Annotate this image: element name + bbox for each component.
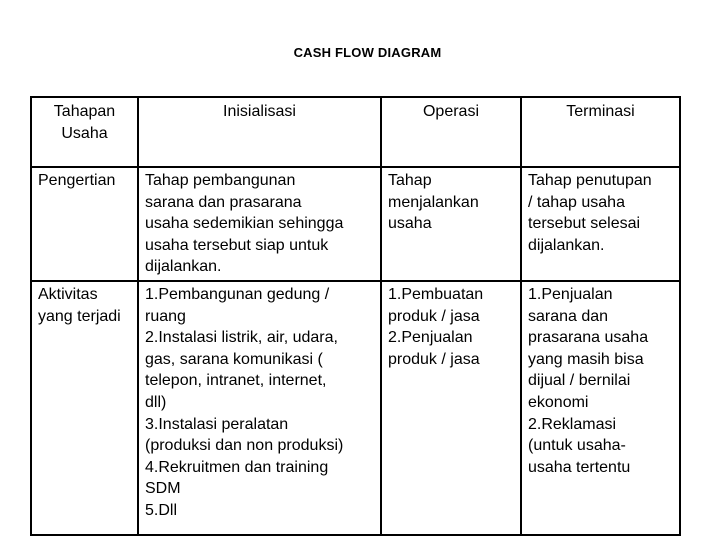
cell-pengertian-inisialisasi: Tahap pembangunan sarana dan prasarana usaha sedemikian sehingga usaha tersebut siap untuk dijalankan. bbox=[138, 167, 381, 281]
row-label-aktivitas: Aktivitas yang terjadi bbox=[31, 281, 138, 535]
cell-aktivitas-inisialisasi: 1.Pembangunan gedung / ruang 2.Instalasi listrik, air, udara, gas, sarana komunikasi ( telepon, intranet, internet, dll) 3.Instalasi peralatan (produksi dan non produksi) 4.Rekruitmen dan training SDM 5.Dll bbox=[138, 281, 381, 535]
header-row bbox=[31, 97, 680, 167]
table-row-pengertian bbox=[31, 167, 680, 281]
table-row-aktivitas bbox=[31, 281, 680, 535]
cell-aktivitas-operasi: 1.Pembuatan produk / jasa 2.Penjualan produk / jasa bbox=[381, 281, 521, 535]
header-operasi: Operasi bbox=[381, 97, 521, 167]
header-tahapan-usaha: Tahapan Usaha bbox=[31, 97, 138, 167]
page-title: CASH FLOW DIAGRAM bbox=[293, 45, 442, 60]
cell-aktivitas-terminasi: 1.Penjualan sarana dan prasarana usaha yang masih bisa dijual / bernilai ekonomi 2.Reklamasi (untuk usaha- usaha tertentu bbox=[521, 281, 680, 535]
header-inisialisasi: Inisialisasi bbox=[138, 97, 381, 167]
cell-pengertian-operasi: Tahap menjalankan usaha bbox=[381, 167, 521, 281]
cash-flow-table bbox=[30, 96, 681, 536]
header-terminasi: Terminasi bbox=[521, 97, 680, 167]
row-label-pengertian: Pengertian bbox=[31, 167, 138, 281]
cell-pengertian-terminasi: Tahap penutupan / tahap usaha tersebut selesai dijalankan. bbox=[521, 167, 680, 281]
